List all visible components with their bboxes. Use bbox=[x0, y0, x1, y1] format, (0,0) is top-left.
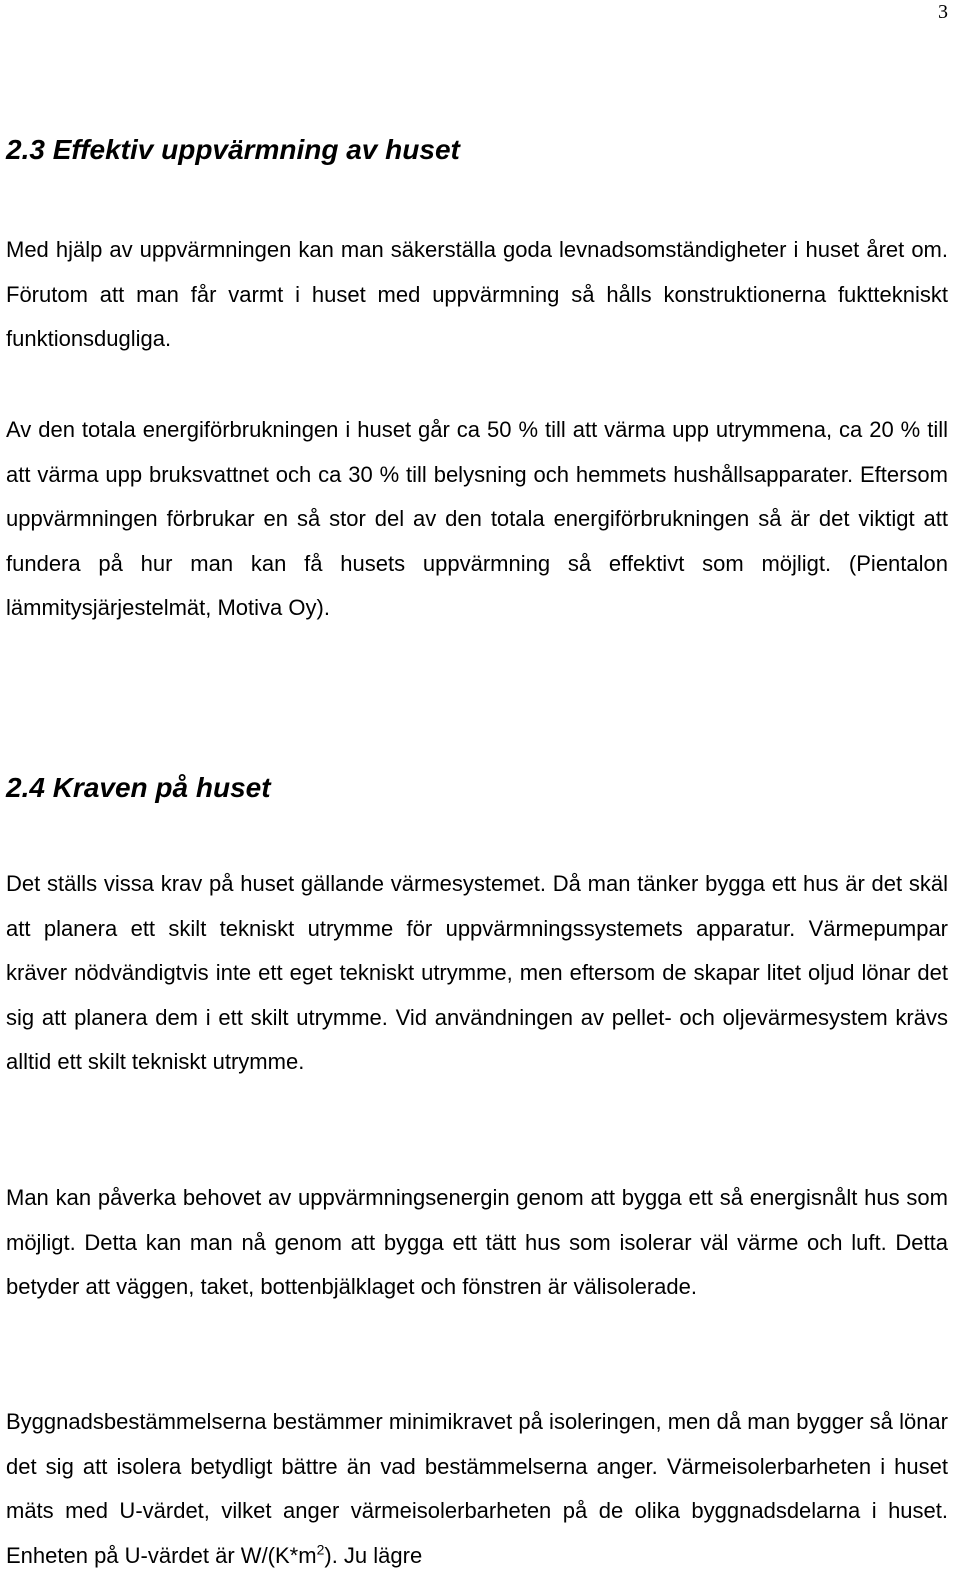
paragraph-text: Byggnadsbestämmelserna bestämmer minimikravet på isoleringen, men då man bygger så lönar det sig att isolera betydligt bättre än vad bestämmelserna anger. Värmeisolerbarheten i huset mäts med U-värdet, vilket anger värmeisolerbarheten på de olika byggnadsdelarna i huset. Enheten på U-värdet är W/(K*m bbox=[6, 1409, 948, 1568]
superscript: 2 bbox=[316, 1541, 325, 1558]
paragraph bbox=[6, 1400, 948, 1578]
paragraph-text: ). Ju lägre bbox=[324, 1542, 423, 1568]
paragraph: Med hjälp av uppvärmningen kan man säkerställa goda levnadsomständigheter i huset året om. Förutom att man får varmt i huset med uppvärmning så hålls konstruktionerna fukttekniskt funktionsdugliga. bbox=[6, 237, 948, 351]
page-number: 3 bbox=[938, 1, 948, 23]
paragraph: Man kan påverka behovet av uppvärmningsenergin genom att bygga ett så energisnålt hus som möjligt. Detta kan man nå genom att bygga ett tätt hus som isolerar väl värme och luft. Detta betyder att väggen, taket, bottenbjälklaget och fönstren är välisolerade. bbox=[6, 1185, 948, 1299]
paragraph: Det ställs vissa krav på huset gällande värmesystemet. Då man tänker bygga ett hus är det skäl att planera ett skilt tekniskt utrymme för uppvärmningssystemets apparatur. Värmepumpar kräver nödvändigtvis inte ett eget tekniskt utrymme, men eftersom de skapar litet oljud lönar det sig att planera dem i ett skilt utrymme. Vid användningen av pellet- och oljevärmesystem krävs alltid ett skilt tekniskt utrymme. bbox=[6, 871, 948, 1074]
section-heading-2-4: 2.4 Kraven på huset bbox=[6, 772, 271, 803]
section-heading-2-3: 2.3 Effektiv uppvärmning av huset bbox=[6, 134, 460, 165]
paragraph: Av den totala energiförbrukningen i huset går ca 50 % till att värma upp utrymmena, ca 20 % till att värma upp bruksvattnet och ca 30 % till belysning och hemmets hushållsapparater. Eftersom uppvärmningen förbrukar en så stor del av den totala energiförbrukningen så är det viktigt att fundera på hur man kan få husets uppvärmning så effektivt som möjligt. (Pientalon lämmitysjärjestelmät, Motiva Oy). bbox=[6, 417, 948, 620]
